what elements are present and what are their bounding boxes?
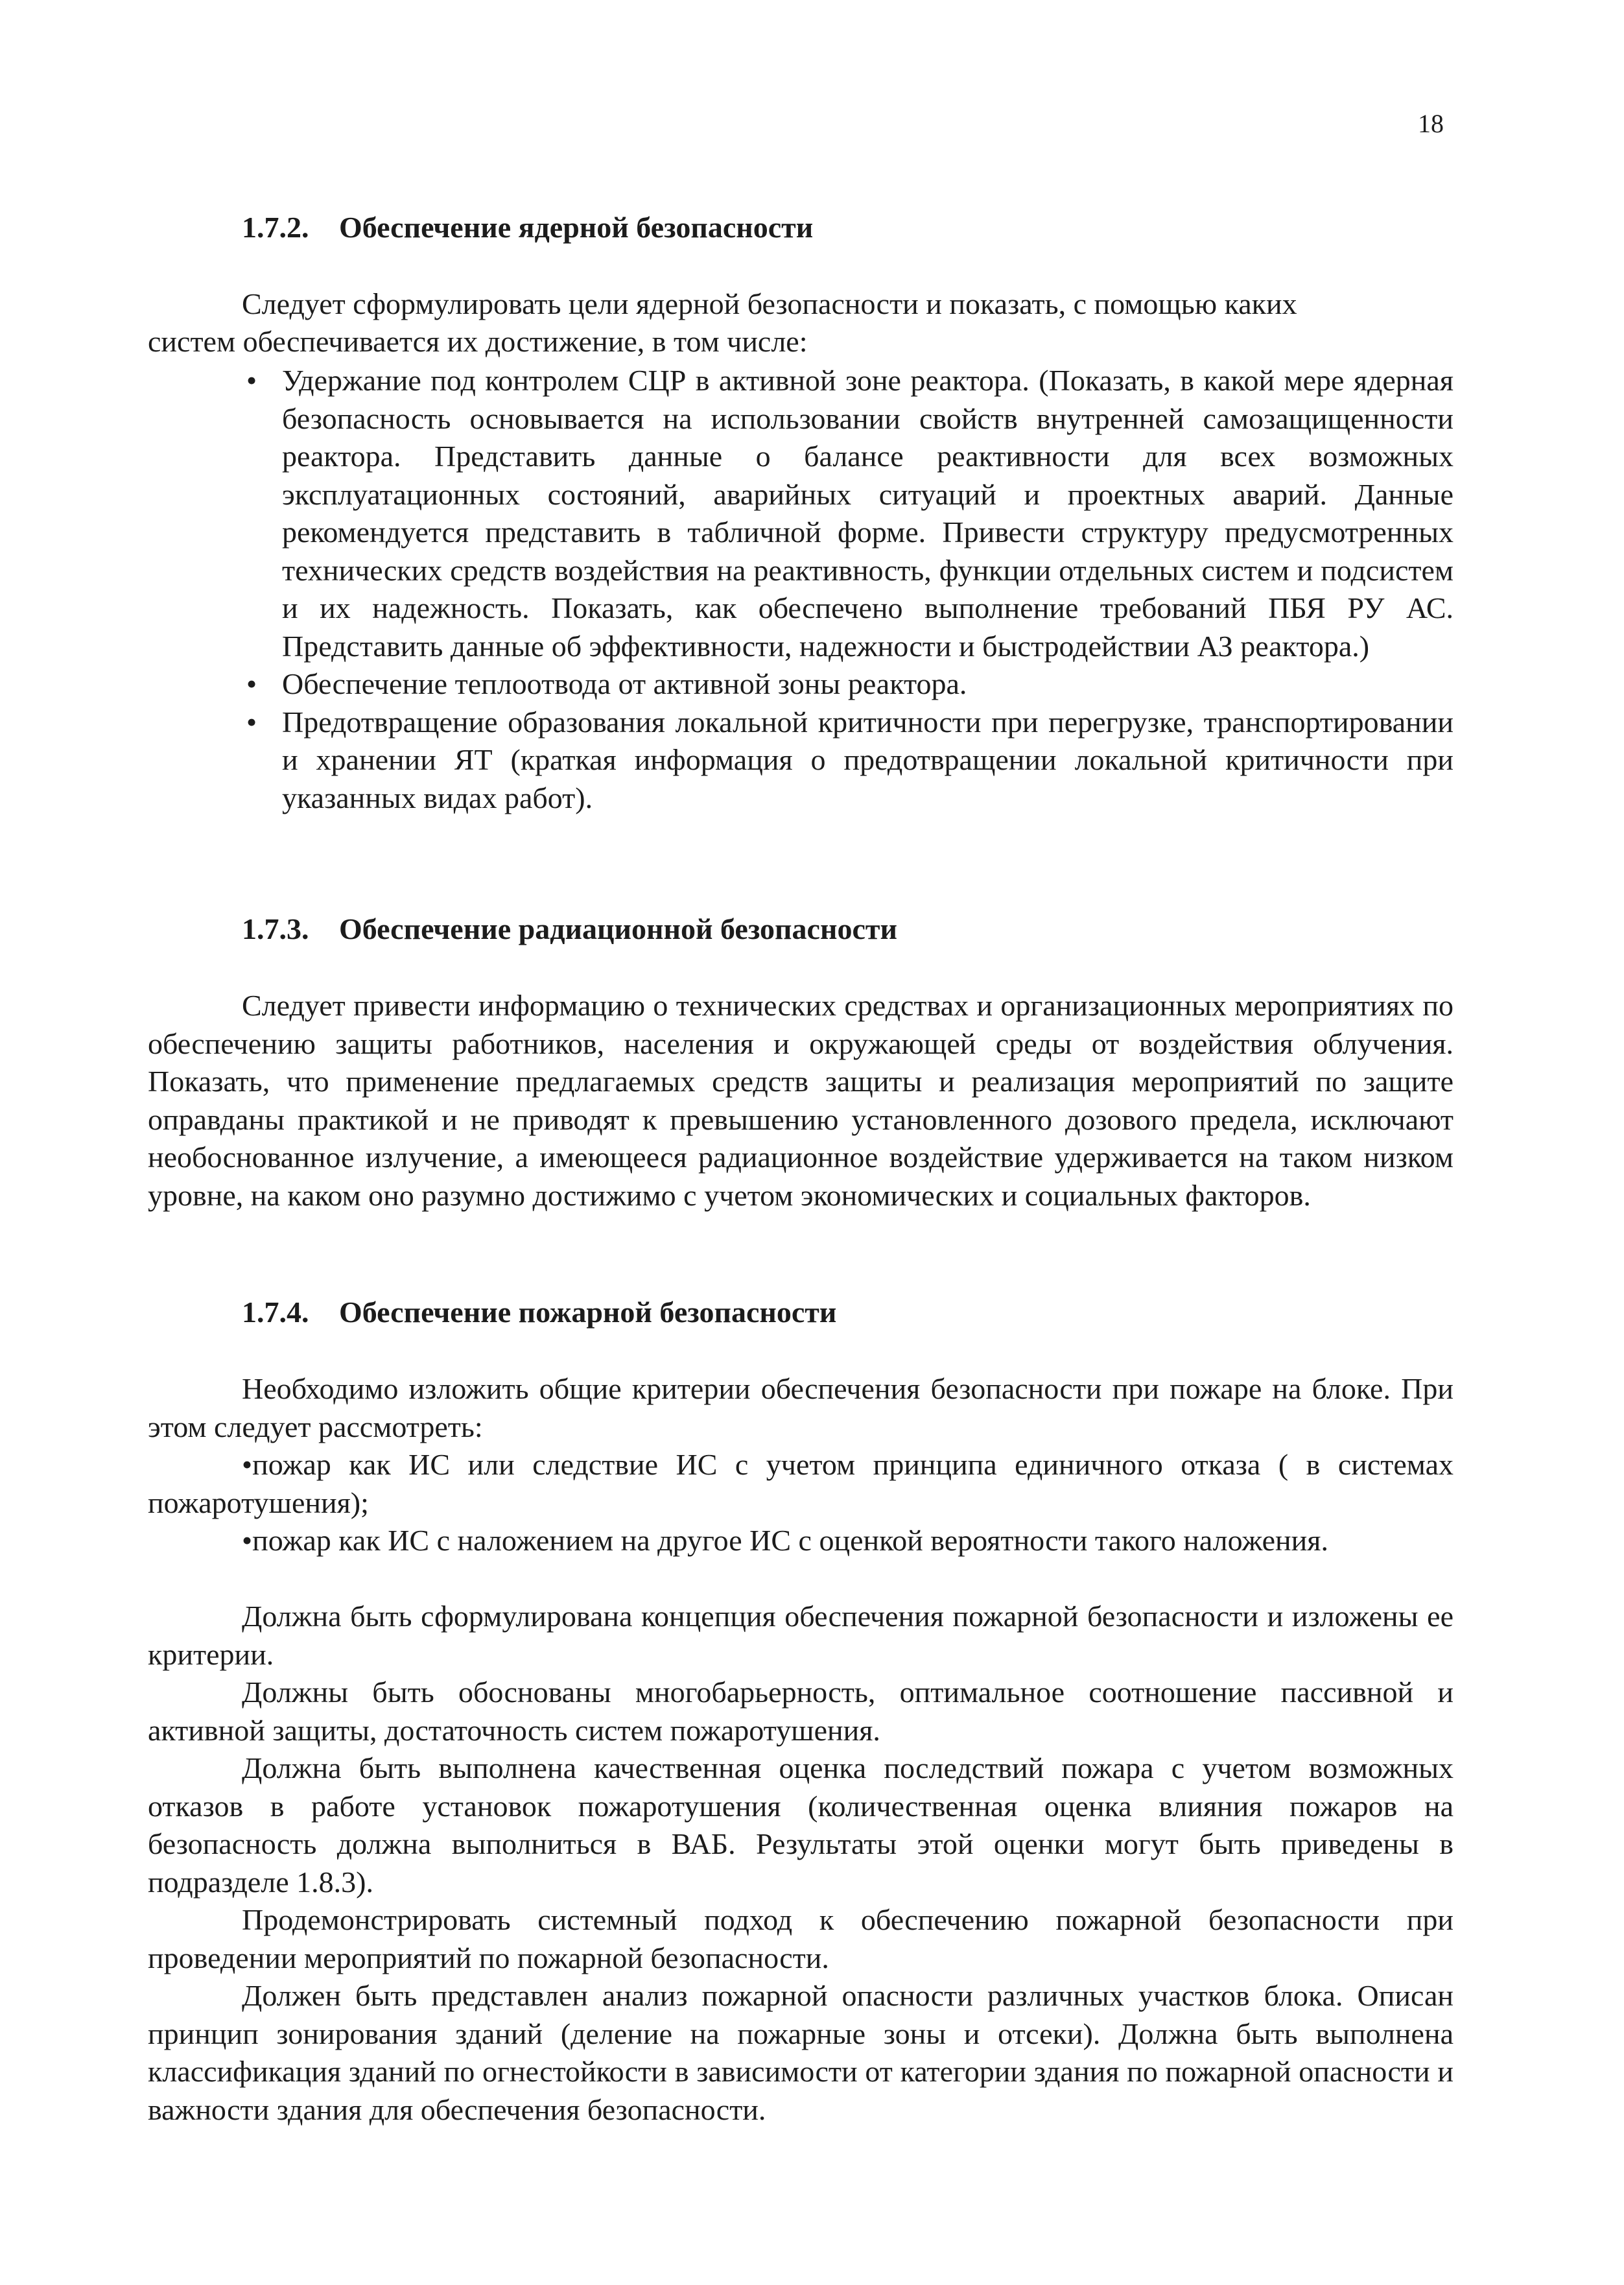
bullet-icon: •: [246, 705, 257, 739]
section-1-7-4-paragraph-5: Должен быть представлен анализ пожарной опасности различных участков блока. Описан принцип зонирования зданий (деление на пожарные зоны и отсеки). Должна быть выполнена классификация зданий по огнестойкости в зависимости от категории здания по пожарной опасности и важности здания для обеспечения безопасности.: [148, 1979, 1453, 2126]
bullet-icon: •: [246, 364, 257, 397]
section-1-7-4-paragraph-1: Должна быть сформулирована концепция обеспечения пожарной безопасности и изложены ее критерии.: [148, 1600, 1453, 1671]
section-1-7-4-paragraph-4: Продемонстрировать системный подход к обеспечению пожарной безопасности при проведении мероприятий по пожарной безопасности.: [148, 1903, 1453, 1974]
section-1-7-4-paragraph-2: Должны быть обоснованы многобарьерность, оптимальное соотношение пассивной и активной защиты, достаточность систем пожаротушения.: [148, 1675, 1453, 1747]
section-1-7-2-intro-line1: Следует сформулировать цели ядерной безопасности и показать, с помощью каких: [242, 287, 1297, 320]
bullet-icon: •: [246, 667, 257, 700]
section-1-7-2-bullet-list: [243, 362, 1453, 817]
list-item-text: Предотвращение образования локальной критичности при перегрузке, транспортировании и хранении ЯТ (краткая информация о предотвращении локальной критичности при указанных видах работ).: [282, 705, 1453, 814]
list-item-text: Обеспечение теплоотвода от активной зоны реактора.: [282, 667, 967, 700]
list-item: [243, 665, 1453, 704]
section-1-7-4-intro: Необходимо изложить общие критерии обеспечения безопасности при пожаре на блоке. При этом следует рассмотреть:: [148, 1372, 1453, 1443]
section-title: Обеспечение ядерной безопасности: [339, 211, 814, 244]
section-title: Обеспечение пожарной безопасности: [339, 1296, 837, 1329]
list-item: [243, 362, 1453, 665]
section-heading-1-7-4: [242, 1294, 836, 1332]
list-item-text: Удержание под контролем СЦР в активной зоне реактора. (Показать, в какой мере ядерная безопасность основывается на использовании свойств внутренней самозащищенности реактора. Представить данные о балансе реактивности для всех возможных эксплуатационных состояний, аварийных ситуаций и проектных аварий. Данные рекомендуется представить в табличной форме. Привести структуру предусмотренных технических средств воздействия на реактивность, функции отдельных систем и подсистем и их надежность. Показать, как обеспечено выполнение требований ПБЯ РУ АС. Представить данные об эффективности, надежности и быстродействии АЗ реактора.): [282, 364, 1453, 663]
section-number: 1.7.2.: [242, 211, 309, 244]
list-item: [243, 704, 1453, 818]
section-number: 1.7.4.: [242, 1296, 309, 1329]
section-heading-1-7-2: [242, 209, 813, 247]
page-number: 18: [1418, 109, 1444, 138]
section-number: 1.7.3.: [242, 912, 309, 945]
section-1-7-2-intro-line2: систем обеспечивается их достижение, в том числе:: [148, 325, 808, 358]
section-1-7-3-paragraph: Следует привести информацию о технических средствах и организационных мероприятиях по обеспечению защиты работников, населения и окружающей среды от воздействия облучения. Показать, что применение предлагаемых средств защиты и реализация мероприятий по защите оправданы практикой и не приводят к превышению установленного дозового предела, исключают необоснованное излучение, а имеющееся радиационное воздействие удерживается на таком низком уровне, на каком оно разумно достижимо с учетом экономических и социальных факторов.: [148, 989, 1453, 1212]
section-1-7-4-item-2: •пожар как ИС с наложением на другое ИС с оценкой вероятности такого наложения.: [242, 1524, 1328, 1557]
section-title: Обеспечение радиационной безопасности: [339, 912, 897, 945]
section-1-7-4-paragraph-3: Должна быть выполнена качественная оценка последствий пожара с учетом возможных отказов в работе установок пожаротушения (количественная оценка влияния пожаров на безопасность должна выполниться в ВАБ. Результаты этой оценки могут быть приведены в подразделе 1.8.3).: [148, 1751, 1453, 1899]
section-heading-1-7-3: [242, 910, 897, 949]
section-1-7-4-item-1: •пожар как ИС или следствие ИС с учетом принципа единичного отказа ( в системах пожаротушения);: [148, 1448, 1453, 1519]
